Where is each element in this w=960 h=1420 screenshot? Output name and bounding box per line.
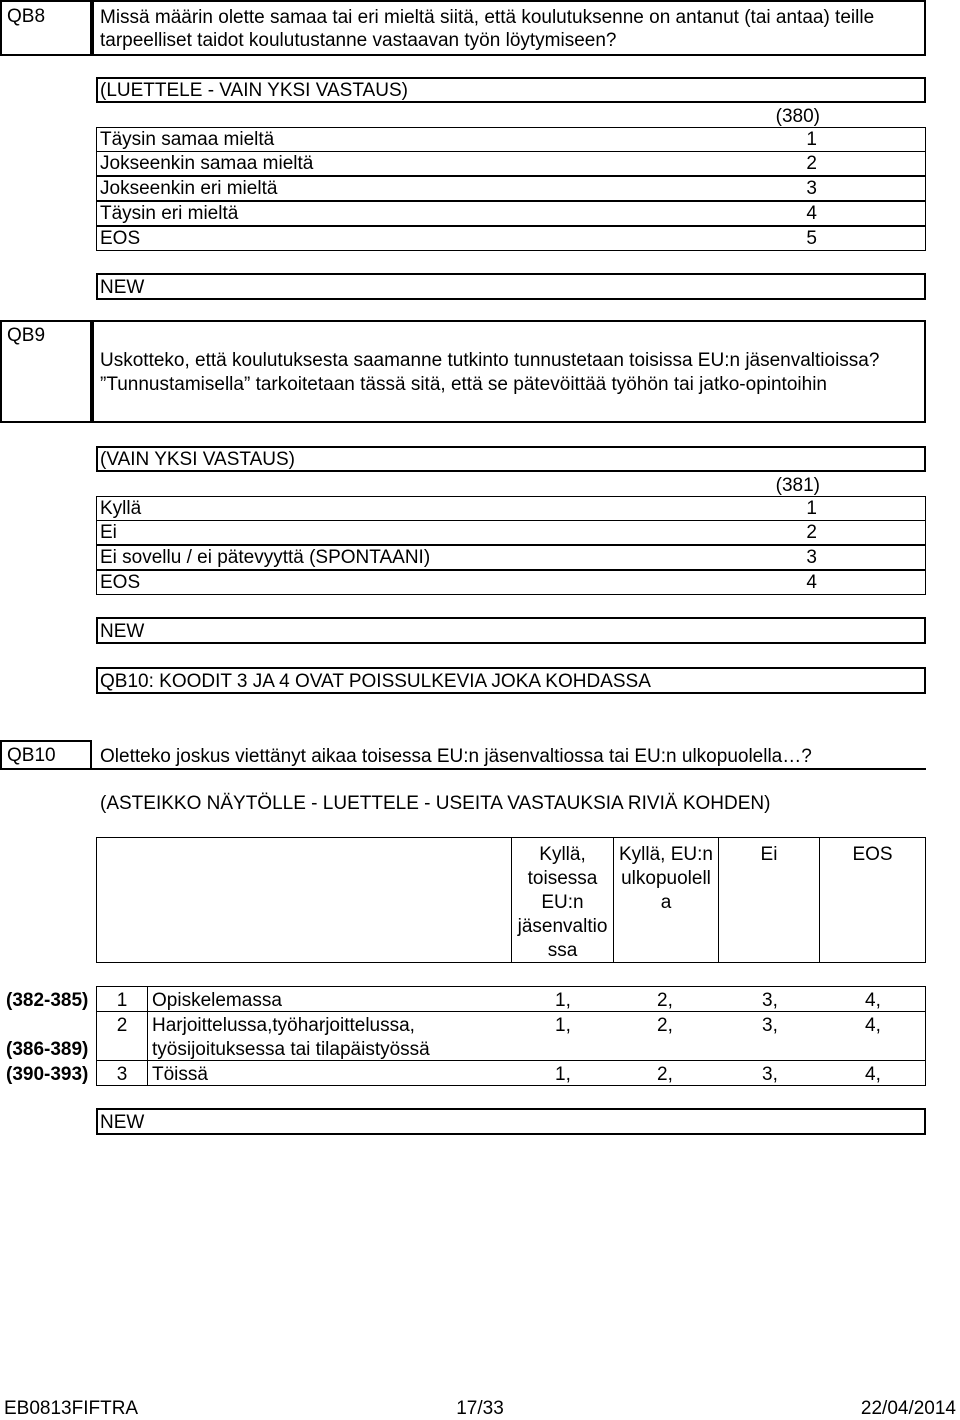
qb8-instruction: (LUETTELE - VAIN YKSI VASTAUS) (100, 80, 408, 101)
qb10-row-label-cont: työsijoituksessa tai tilapäistyössä (152, 1039, 430, 1060)
qb9-instruction: (VAIN YKSI VASTAUS) (100, 449, 295, 470)
qb10-row-range: (386-389) (6, 1039, 89, 1060)
qb9-option-code: 2 (806, 522, 817, 543)
qb10-row-range: (382-385) (6, 990, 89, 1011)
qb10-column-header-text: Kyllä, EU:n ulkopuolell a (619, 844, 713, 913)
qb8-question-line2: tarpeelliset taidot koulutustanne vastaavan työn löytymiseen? (100, 30, 617, 51)
qb9-new-label: NEW (100, 621, 145, 642)
footer-date: 22/04/2014 (860, 1398, 956, 1419)
qb10-new-box (96, 1108, 926, 1135)
qb10-row-code[interactable]: 2, (657, 1015, 673, 1036)
qb9-id: QB9 (7, 325, 46, 346)
qb10-row-code[interactable]: 1, (555, 1015, 571, 1036)
qb8-id: QB8 (7, 6, 46, 27)
qb8-option-code: 3 (806, 178, 817, 199)
qb8-new-box (96, 273, 926, 300)
qb9-code-header: (381) (775, 475, 820, 496)
qb10-instruction: (ASTEIKKO NÄYTÖLLE - LUETTELE - USEITA VASTAUKSIA RIVIÄ KOHDEN) (100, 793, 771, 814)
qb10-row-code[interactable]: 2, (657, 1064, 673, 1085)
qb10-row-label: Harjoittelussa,työharjoittelussa, (152, 1015, 415, 1036)
qb10-column-header (819, 837, 926, 963)
qb10-question: Oletteko joskus viettänyt aikaa toisessa EU:n jäsenvaltiossa tai EU:n ulkopuolella…? (100, 746, 812, 767)
qb9-question-line1: Uskotteko, että koulutuksesta saamanne tutkinto tunnustetaan toisissa EU:n jäsenvaltioissa? (100, 350, 880, 371)
qb10-row-label: Opiskelemassa (152, 990, 282, 1011)
qb10-row-code[interactable]: 2, (657, 990, 673, 1011)
qb10-row-code[interactable]: 3, (762, 1064, 778, 1085)
qb10-row-number: 3 (116, 1064, 128, 1085)
qb8-option-code: 1 (806, 129, 817, 150)
qb8-option-code: 4 (806, 203, 817, 224)
qb10-row-code[interactable]: 4, (865, 1064, 881, 1085)
qb8-option-label: Jokseenkin eri mieltä (100, 178, 278, 199)
qb8-option-code: 2 (806, 153, 817, 174)
qb8-option-label: EOS (100, 228, 141, 249)
qb9-option-code: 3 (806, 547, 817, 568)
qb9-question-line2: ”Tunnustamisella” tarkoitetaan tässä sitä, että se pätevöittää työhön tai jatko-opintoihin (100, 374, 827, 395)
qb10-question-underline (92, 768, 926, 770)
qb10-column-header (613, 837, 719, 963)
qb9-option-label: Ei sovellu / ei pätevyyttä (SPONTAANI) (100, 547, 431, 568)
qb10-new-label: NEW (100, 1112, 145, 1133)
qb10-header-blank-cell (96, 837, 512, 963)
qb10-row-code[interactable]: 1, (555, 990, 571, 1011)
qb8-option-label: Jokseenkin samaa mieltä (100, 153, 314, 174)
qb9-filter-note: QB10: KOODIT 3 JA 4 OVAT POISSULKEVIA JOKA KOHDASSA (100, 671, 651, 692)
qb10-row-code[interactable]: 4, (865, 1015, 881, 1036)
qb10-column-header-text: EOS (852, 844, 893, 865)
qb10-row-label: Töissä (152, 1064, 208, 1085)
qb9-new-box (96, 617, 926, 644)
qb9-option-code: 1 (806, 498, 817, 519)
qb10-row-code[interactable]: 3, (762, 1015, 778, 1036)
footer-page-number: 17/33 (456, 1398, 504, 1419)
qb8-code-header: (380) (775, 106, 820, 127)
qb9-option-label: Kyllä (100, 498, 142, 519)
qb10-id: QB10 (7, 745, 56, 766)
qb10-row-number: 1 (116, 990, 128, 1011)
qb10-row-code[interactable]: 3, (762, 990, 778, 1011)
qb8-option-code: 5 (806, 228, 817, 249)
qb8-option-label: Täysin samaa mieltä (100, 129, 275, 150)
qb10-row-code[interactable]: 4, (865, 990, 881, 1011)
qb8-option-label: Täysin eri mieltä (100, 203, 239, 224)
qb10-column-header (718, 837, 820, 963)
qb10-row-label-cell[interactable] (147, 1060, 926, 1086)
footer-doc-code: EB0813FIFTRA (4, 1398, 139, 1419)
qb10-row-range: (390-393) (6, 1064, 89, 1085)
qb9-option-label: Ei (100, 522, 117, 543)
qb10-row-code[interactable]: 1, (555, 1064, 571, 1085)
qb8-new-label: NEW (100, 277, 145, 298)
qb9-option-label: EOS (100, 572, 141, 593)
qb10-column-header-text: Kyllä, toisessa EU:n jäsenvaltio ssa (517, 844, 608, 961)
qb8-question-line1: Missä määrin olette samaa tai eri mieltä siitä, että koulutuksenne on antanut (tai antaa) teille (100, 7, 875, 28)
qb10-column-header (511, 837, 614, 963)
qb9-option-code: 4 (806, 572, 817, 593)
qb10-row-number: 2 (116, 1015, 128, 1036)
qb10-column-header-text: Ei (760, 844, 778, 865)
